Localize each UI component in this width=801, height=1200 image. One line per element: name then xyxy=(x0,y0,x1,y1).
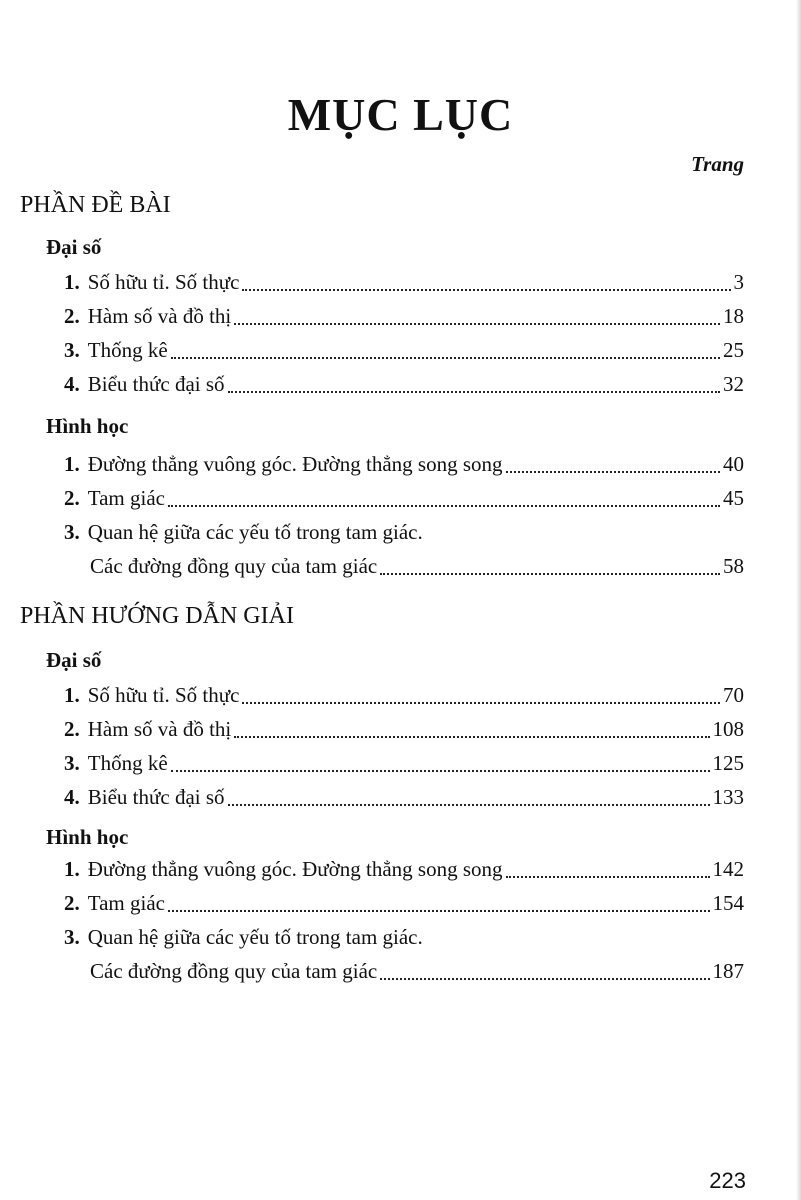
entry-number: 3. xyxy=(64,925,80,949)
toc-entry[interactable] xyxy=(64,891,744,919)
dot-leader xyxy=(168,505,720,507)
toc-entry[interactable] xyxy=(64,372,744,400)
entry-title: Hàm số và đồ thị xyxy=(87,304,232,328)
entry-title-continuation: Các đường đồng quy của tam giác xyxy=(90,554,378,578)
toc-entry[interactable] xyxy=(64,717,744,745)
group-heading-algebra: Đại số xyxy=(46,648,102,672)
group-heading-geometry: Hình học xyxy=(46,414,129,438)
entry-page: 58 xyxy=(723,554,744,578)
entry-title: Hàm số và đồ thị xyxy=(87,717,232,741)
toc-entry[interactable] xyxy=(64,304,744,332)
dot-leader xyxy=(242,289,730,291)
entry-page: 154 xyxy=(712,891,744,915)
toc-entry[interactable] xyxy=(64,857,744,885)
entry-title: Biểu thức đại số xyxy=(87,785,225,809)
entry-page: 125 xyxy=(712,751,744,775)
toc-entry-continuation[interactable] xyxy=(90,554,744,582)
dot-leader xyxy=(171,770,710,772)
dot-leader xyxy=(380,573,720,575)
toc-entry[interactable] xyxy=(64,486,744,514)
toc-entry[interactable] xyxy=(64,270,744,298)
group-heading-algebra: Đại số xyxy=(46,235,102,259)
entry-page: 40 xyxy=(723,452,744,476)
entry-title: Thống kê xyxy=(87,338,168,362)
dot-leader xyxy=(228,391,720,393)
entry-page: 3 xyxy=(733,270,744,294)
page-column-label: Trang xyxy=(691,152,744,176)
dot-leader xyxy=(234,736,709,738)
entry-number: 1. xyxy=(64,452,80,476)
entry-number: 2. xyxy=(64,486,80,510)
entry-title: Thống kê xyxy=(87,751,168,775)
entry-number: 1. xyxy=(64,683,80,707)
entry-number: 3. xyxy=(64,338,80,362)
dot-leader xyxy=(506,876,710,878)
dot-leader xyxy=(506,471,720,473)
toc-entry[interactable] xyxy=(64,683,744,711)
dot-leader xyxy=(234,323,720,325)
entry-number: 2. xyxy=(64,891,80,915)
entry-title: Số hữu tỉ. Số thực xyxy=(87,270,240,294)
dot-leader xyxy=(171,357,720,359)
entry-number: 3. xyxy=(64,751,80,775)
page-number: 223 xyxy=(709,1168,746,1193)
part-heading-problems: PHẦN ĐỀ BÀI xyxy=(20,192,171,218)
toc-entry-continuation[interactable] xyxy=(90,959,744,987)
entry-title: Quan hệ giữa các yếu tố trong tam giác. xyxy=(87,520,423,544)
toc-entry[interactable] xyxy=(64,751,744,779)
dot-leader xyxy=(168,910,710,912)
entry-title: Tam giác xyxy=(87,891,165,915)
entry-page: 108 xyxy=(712,717,744,741)
entry-number: 2. xyxy=(64,304,80,328)
entry-page: 70 xyxy=(723,683,744,707)
entry-number: 4. xyxy=(64,372,80,396)
entry-number: 2. xyxy=(64,717,80,741)
entry-title: Tam giác xyxy=(87,486,165,510)
scan-edge-shadow xyxy=(796,0,801,1200)
entry-number: 3. xyxy=(64,520,80,544)
entry-title: Số hữu tỉ. Số thực xyxy=(87,683,240,707)
toc-entry[interactable] xyxy=(64,452,744,480)
entry-title: Đường thẳng vuông góc. Đường thẳng song song xyxy=(87,857,503,881)
page-title: MỤC LỤC xyxy=(287,89,514,140)
group-heading-geometry: Hình học xyxy=(46,825,129,849)
dot-leader xyxy=(228,804,710,806)
entry-page: 25 xyxy=(723,338,744,362)
entry-number: 1. xyxy=(64,857,80,881)
entry-page: 18 xyxy=(723,304,744,328)
entry-title: Đường thẳng vuông góc. Đường thẳng song song xyxy=(87,452,503,476)
toc-entry-first-line[interactable] xyxy=(64,520,744,548)
entry-number: 1. xyxy=(64,270,80,294)
entry-page: 45 xyxy=(723,486,744,510)
part-heading-solutions: PHẦN HƯỚNG DẪN GIẢI xyxy=(20,603,294,629)
toc-entry[interactable] xyxy=(64,785,744,813)
entry-title: Quan hệ giữa các yếu tố trong tam giác. xyxy=(87,925,423,949)
entry-title-continuation: Các đường đồng quy của tam giác xyxy=(90,959,378,983)
entry-number: 4. xyxy=(64,785,80,809)
dot-leader xyxy=(242,702,720,704)
toc-entry-first-line[interactable] xyxy=(64,925,744,953)
entry-page: 142 xyxy=(712,857,744,881)
entry-page: 187 xyxy=(712,959,744,983)
toc-entry[interactable] xyxy=(64,338,744,366)
entry-page: 133 xyxy=(712,785,744,809)
entry-page: 32 xyxy=(723,372,744,396)
dot-leader xyxy=(380,978,709,980)
entry-title: Biểu thức đại số xyxy=(87,372,225,396)
